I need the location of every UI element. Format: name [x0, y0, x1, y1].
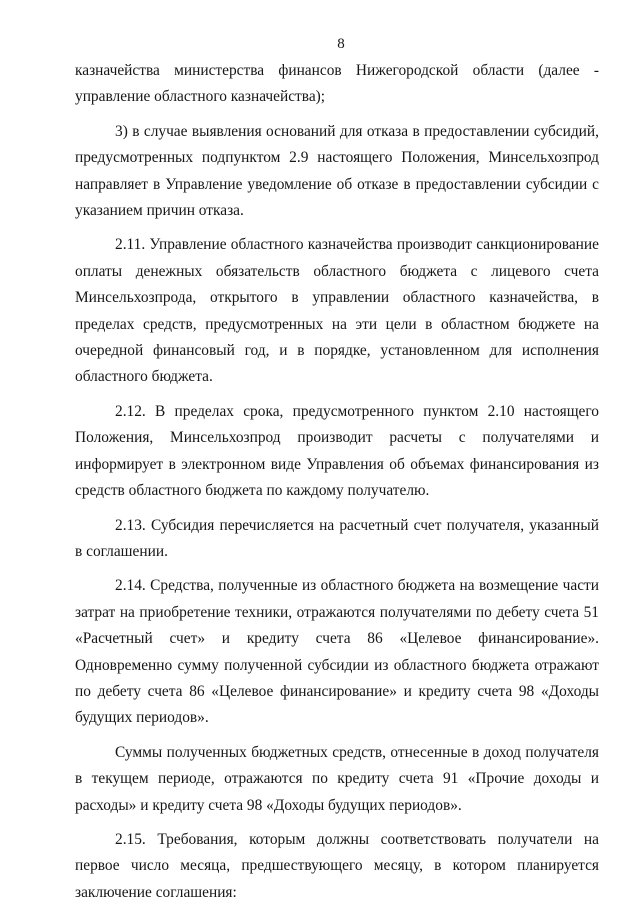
paragraph-income-accounting: Суммы полученных бюджетных средств, отнесенные в доход получателя в текущем периоде, отражаются по кредиту счета 91 «Прочие доходы и расходы» и кредиту счета 98 «Доходы будущих периодов». — [75, 743, 599, 814]
paragraph-2-12: 2.12. В пределах срока, предусмотренного пунктом 2.10 настоящего Положения, Минсельхозпрод производит расчеты с получателями и информирует в электронном виде Управления об объемах финансирования из средств областного бюджета по каждому получателю. — [75, 402, 599, 500]
paragraph-2-14: 2.14. Средства, полученные из областного бюджета на возмещение части затрат на приобретение техники, отражаются получателями по дебету счета 51 «Расчетный счет» и кредиту счета 86 «Целевое финансирование». Одновременно сумму полученной субсидии из областного бюджета отражают по дебету счета 86 «Целевое финансирование» и кредиту счета 98 «Доходы будущих периодов». — [75, 577, 599, 727]
paragraph-2-11: 2.11. Управление областного казначейства производит санкционирование оплаты денежных обязательств областного бюджета с лицевого счета Минсельхозпрода, открытого в управлении областного казначейства, в пределах средств, предусмотренных на эти цели в областном бюджете на очередной финансовый год, и в порядке, установленном для исполнения областного бюджета. — [75, 236, 599, 386]
page-number: 8 — [337, 36, 345, 52]
paragraph-2-13: 2.13. Субсидия перечисляется на расчетный счет получателя, указанный в соглашении. — [75, 516, 599, 560]
paragraph-2-15: 2.15. Требования, которым должны соответствовать получатели на первое число месяца, предшествующего месяцу, в котором планируется заключение соглашения: — [75, 830, 599, 901]
paragraph-refusal-notice: 3) в случае выявления оснований для отказа в предоставлении субсидий, предусмотренных подпунктом 2.9 настоящего Положения, Минсельхозпрод направляет в Управление уведомление об отказе в предоставлении субсидии с указанием причин отказа. — [75, 122, 599, 220]
paragraph-treasury-continuation: казначейства министерства финансов Нижегородской области (далее - управление областного казначейства); — [75, 62, 599, 106]
